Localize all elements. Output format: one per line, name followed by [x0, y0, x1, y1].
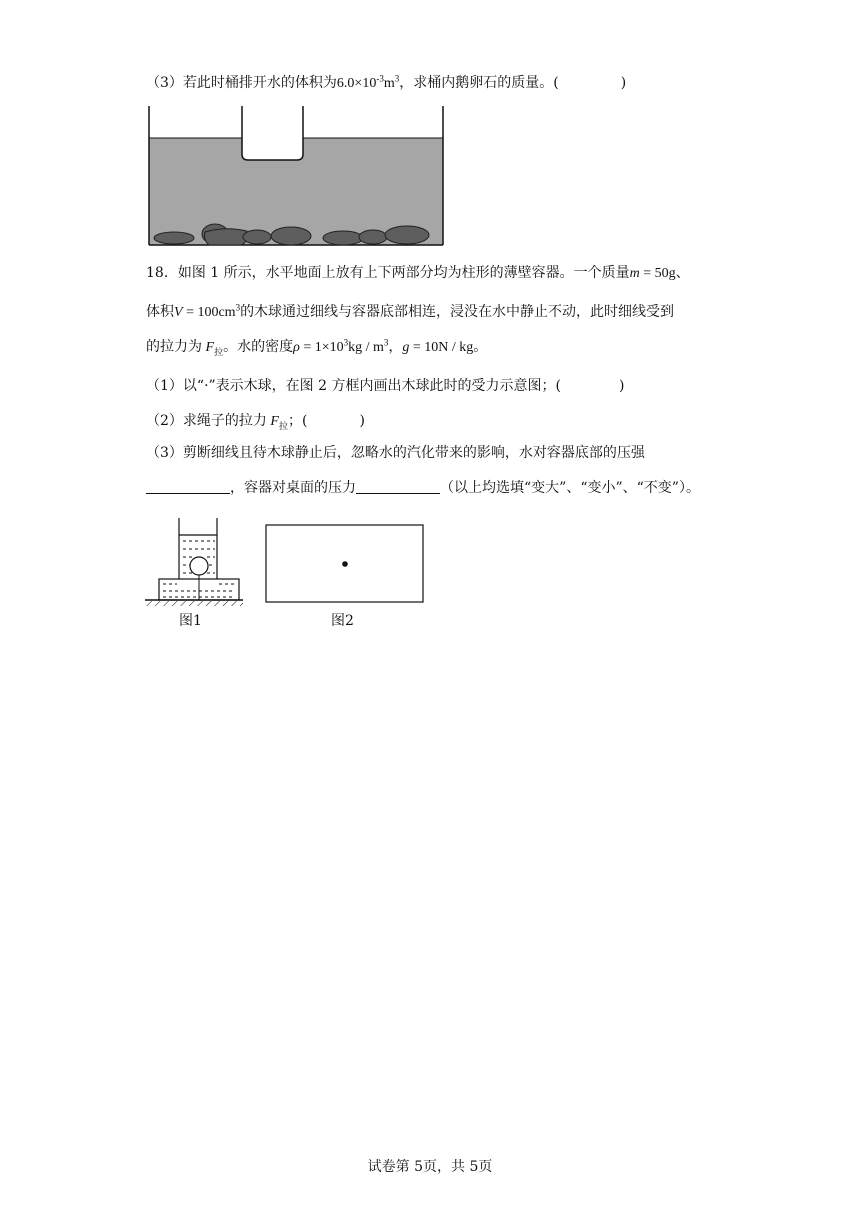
figure1-container	[143, 516, 248, 608]
q18-part3-line1	[146, 443, 645, 463]
q18-density-label: 。水的密度	[223, 339, 294, 355]
q18-part2-f-subscript: 拉	[278, 421, 288, 432]
q18-part3-end: （以上均选填“变大”、“变小”、“不变”）。	[440, 480, 700, 496]
q18-line2-prefix: 体积	[146, 304, 174, 320]
q18-part1	[146, 376, 624, 396]
pressure-answer-blank[interactable]	[146, 479, 230, 494]
q18-g-value: = 10N / kg	[409, 340, 474, 355]
q18-volume-value: = $100cm^3$	[182, 302, 241, 320]
q18-part1-close: )	[618, 378, 625, 394]
q18-intro-text: 18．如图 1 所示，水平地面上放有上下两部分均为柱形的薄壁容器。一个质量	[146, 265, 630, 281]
q18-part2-var-f: F	[270, 414, 279, 429]
figure2-box[interactable]	[264, 523, 426, 605]
q18-density-value: = $1\times 10^3kg / m^3$	[299, 337, 389, 355]
q18-line3	[146, 337, 487, 358]
force-answer-blank[interactable]	[356, 479, 440, 494]
floating-bucket	[242, 106, 303, 160]
q18-part2-prefix: （2）求绳子的拉力	[146, 413, 267, 429]
q18-line3-end: 。	[473, 339, 488, 355]
q18-var-m: m	[629, 266, 640, 281]
q18-var-g: g	[402, 340, 410, 355]
q17-part3-suffix: ，求桶内鹅卵石的质量。(	[399, 75, 559, 91]
q18-part2-mid: ；(	[288, 413, 308, 429]
q18-part1-text: （1）以“·”表示木球，在图 2 方框内画出木球此时的受力示意图；(	[146, 378, 561, 394]
q18-separator: ，	[388, 339, 403, 355]
ball-dot	[342, 561, 348, 567]
ground-hatching	[145, 601, 243, 606]
q18-var-f: F	[205, 340, 215, 355]
q18-line1-suffix: 、	[675, 265, 690, 281]
figure2-caption: 图2	[331, 613, 354, 629]
q18-line2	[146, 302, 674, 323]
q18-line1	[146, 263, 690, 284]
page-footer: 试卷第 5页，共 5页	[367, 1159, 493, 1175]
q17-part3-close: )	[620, 75, 627, 91]
q17-part3-prefix: （3）若此时桶排开水的体积为	[146, 75, 337, 91]
q18-mass-value: = 50g	[639, 266, 676, 281]
wooden-ball	[190, 557, 208, 575]
q18-part3-text: （3）剪断细线且待木球静止后，忽略水的汽化带来的影响，水对容器底部的压强	[146, 445, 645, 461]
q18-line3-prefix: 的拉力为	[146, 339, 202, 355]
q18-var-v: V	[174, 305, 183, 320]
q18-part2-close: )	[359, 413, 365, 429]
figure1-caption: 图1	[179, 613, 202, 629]
q18-part2	[146, 411, 365, 432]
q18-part3-mid: ，容器对桌面的压力	[230, 480, 356, 496]
bucket-with-stones-figure	[145, 104, 450, 250]
q18-part3-line2	[146, 478, 700, 498]
q17-part3-line	[146, 73, 626, 94]
q18-line2-suffix: 的木球通过细线与容器底部相连，浸没在水中静止不动，此时细线受到	[240, 304, 675, 320]
q18-var-rho: ρ	[293, 340, 300, 355]
q17-part3-value: $6.0\times 10^{-3}m^3$	[336, 73, 400, 91]
q18-f-subscript: 拉	[214, 347, 224, 358]
